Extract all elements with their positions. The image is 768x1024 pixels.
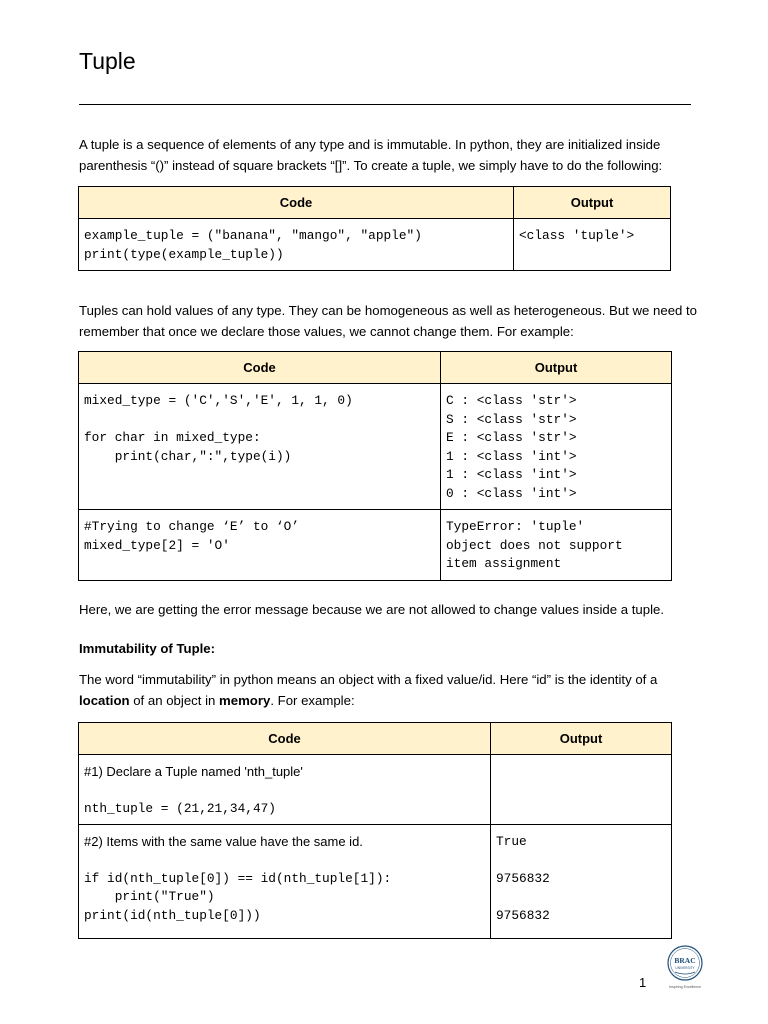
output-cell xyxy=(441,510,672,581)
output-cell xyxy=(514,219,671,271)
text-span: of an object in xyxy=(129,693,220,708)
title-underline xyxy=(79,104,691,105)
text-span: . For example: xyxy=(270,693,355,708)
logo-tagline: Inspiring Excellence xyxy=(669,985,701,989)
table-row xyxy=(79,384,672,510)
table-header-row xyxy=(79,352,672,384)
spacer xyxy=(84,782,485,800)
code-snippet: example_tuple = ("banana", "mango", "apple") print(type(example_tuple)) xyxy=(84,228,422,262)
code-cell xyxy=(79,755,491,825)
output-cell xyxy=(441,384,672,510)
code-header: Code xyxy=(79,723,491,755)
output-text: <class 'tuple'> xyxy=(519,228,635,243)
bold-memory: memory xyxy=(219,693,271,708)
output-header: Output xyxy=(514,187,671,219)
code-cell xyxy=(79,825,491,939)
output-text: C : <class 'str'> S : <class 'str'> E : <class 'str'> 1 : <class 'int'> 1 : <class 'int'> 0 : <class 'int'> xyxy=(446,393,577,501)
output-cell xyxy=(491,825,672,939)
brac-university-logo xyxy=(660,943,710,991)
code-table-2 xyxy=(78,351,672,581)
intro-paragraph: A tuple is a sequence of elements of any type and is immutable. In python, they are initialized inside parenthesis “()” instead of square brackets “[]”. To create a tuple, we simply have to do the following: xyxy=(79,137,663,173)
bold-location: location xyxy=(79,693,130,708)
code-snippet: if id(nth_tuple[0]) == id(nth_tuple[1]): print("True") print(id(nth_tuple[0])) xyxy=(84,870,392,923)
spacer xyxy=(84,852,485,870)
table-row xyxy=(79,510,672,581)
paragraph-immutability xyxy=(79,669,709,711)
code-comment: #1) Declare a Tuple named 'nth_tuple' xyxy=(84,764,303,779)
code-snippet: nth_tuple = (21,21,34,47) xyxy=(84,800,276,816)
table-row xyxy=(79,755,672,825)
table-header-row xyxy=(79,187,671,219)
code-snippet: #Trying to change ‘E’ to ‘O’ mixed_type[2] = 'O' xyxy=(84,519,300,553)
logo-book-line xyxy=(675,972,695,974)
code-comment: #2) Items with the same value have the same id. xyxy=(84,834,363,849)
code-cell xyxy=(79,510,441,581)
code-snippet: mixed_type = ('C','S','E', 1, 1, 0) for char in mixed_type: print(char,":",type(i)) xyxy=(84,393,353,464)
code-table-3 xyxy=(78,722,672,939)
page-number: 1 xyxy=(639,975,647,990)
output-text: TypeError: 'tuple' object does not support item assignment xyxy=(446,519,623,571)
code-cell xyxy=(79,384,441,510)
table-header-row xyxy=(79,723,672,755)
page-title: Tuple xyxy=(79,48,136,74)
heading-immutability: Immutability of Tuple: xyxy=(79,641,216,656)
output-header: Output xyxy=(441,352,672,384)
output-header: Output xyxy=(491,723,672,755)
paragraph-error: Here, we are getting the error message because we are not allowed to change values inside a tuple. xyxy=(79,602,664,617)
code-table-1 xyxy=(78,186,671,271)
logo-subtitle: UNIVERSITY xyxy=(675,966,695,970)
table-row xyxy=(79,825,672,939)
code-header: Code xyxy=(79,352,441,384)
logo-name: BRAC xyxy=(674,956,696,965)
text-span: The word “immutability” in python means an object with a fixed value/id. Here “id” is the identity of a xyxy=(79,672,658,687)
code-cell xyxy=(79,219,514,271)
code-header: Code xyxy=(79,187,514,219)
output-text: True 9756832 9756832 xyxy=(496,834,550,923)
paragraph-types: Tuples can hold values of any type. They can be homogeneous as well as heterogeneous. But we need to remember that once we declare those values, we cannot change them. For example: xyxy=(79,303,698,339)
table-row xyxy=(79,219,671,271)
output-cell xyxy=(491,755,672,825)
